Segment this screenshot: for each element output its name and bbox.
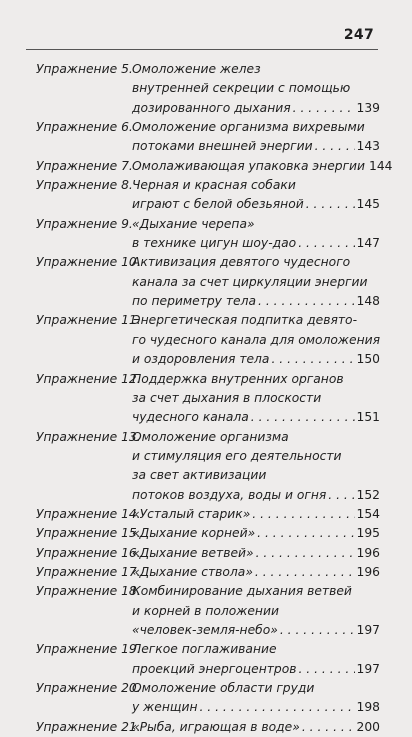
exercise-label: Упражнение 6. <box>36 120 133 135</box>
exercise-label: Упражнение 14. <box>36 506 141 521</box>
title-line <box>132 350 380 369</box>
title-line <box>132 505 380 524</box>
page-ref: 139 <box>356 100 380 115</box>
title-text: потоками внешней энергии <box>132 139 313 154</box>
page-ref: 147 <box>356 236 380 251</box>
page-ref: 154 <box>356 506 380 521</box>
exercise-label: Упражнение 19. <box>36 642 141 657</box>
page-ref: 151 <box>356 410 380 425</box>
title-line <box>132 660 380 679</box>
exercise-label: Упражнение 20. <box>36 681 141 695</box>
title-text: Омоложение организма вихревыми <box>132 120 365 135</box>
title-text: Омоложение области груди <box>132 681 315 695</box>
exercise-title <box>132 253 380 311</box>
exercise-title <box>132 640 380 679</box>
exercise-title <box>132 544 380 563</box>
title-text: «Дыхание корней» <box>132 526 256 541</box>
title-text: «Усталый старик» <box>132 506 251 521</box>
title-text: «Рыба, играющая в воде» <box>132 719 300 734</box>
title-line <box>132 60 380 79</box>
toc-entry <box>36 524 380 543</box>
title-line <box>132 621 380 640</box>
title-line <box>132 253 380 272</box>
title-text: потоков воздуха, воды и огня <box>132 487 327 502</box>
dot-leader <box>252 505 354 524</box>
exercise-label: Упражнение 21. <box>36 719 141 734</box>
page-ref: 196 <box>356 564 380 579</box>
title-text: Омолаживающая упаковка энергии <box>132 158 366 173</box>
title-line <box>132 602 380 621</box>
exercise-title <box>132 718 380 737</box>
title-line <box>132 640 380 659</box>
page-ref: 144 <box>369 158 393 173</box>
title-line <box>132 428 380 447</box>
title-line <box>132 99 380 118</box>
title-line <box>132 679 380 698</box>
dot-leader <box>293 99 355 118</box>
title-line <box>132 544 380 563</box>
page-ref: 145 <box>356 197 380 212</box>
dot-leader <box>255 563 355 582</box>
dot-leader <box>306 195 355 214</box>
title-line <box>132 176 380 195</box>
page-ref: 150 <box>356 352 380 367</box>
toc-entry <box>36 563 380 582</box>
title-text: Активизация девятого чудесного <box>132 255 351 270</box>
page-ref: 152 <box>356 487 380 502</box>
exercise-title <box>132 215 380 254</box>
title-text: и оздоровления тела <box>132 352 270 367</box>
page-ref: 197 <box>356 661 380 676</box>
title-text: чудесного канала <box>132 410 249 425</box>
page-ref: 148 <box>356 294 380 309</box>
exercise-title <box>132 563 380 582</box>
exercise-label: Упражнение 7. <box>36 158 133 173</box>
dot-leader <box>257 524 354 543</box>
exercise-title <box>132 524 380 543</box>
title-text: го чудесного канала для омоложения <box>132 332 381 347</box>
exercise-title <box>132 428 380 505</box>
toc-entry <box>36 679 380 718</box>
title-text: внутренней секреции с помощью <box>132 81 351 96</box>
title-line <box>132 234 380 253</box>
title-line <box>132 331 380 350</box>
title-text: «человек-земля-небо» <box>132 622 278 637</box>
title-line <box>132 370 380 389</box>
title-text: за счет дыхания в плоскости <box>132 390 322 405</box>
title-text: «Дыхание черепа» <box>132 216 255 231</box>
dot-leader <box>328 486 354 505</box>
exercise-title <box>132 505 380 524</box>
toc-entry <box>36 505 380 524</box>
exercise-title <box>132 370 380 428</box>
title-text: Омоложение организма <box>132 429 289 444</box>
title-line <box>132 273 380 292</box>
toc-entry <box>36 428 380 505</box>
title-line <box>132 563 380 582</box>
exercise-label: Упражнение 18. <box>36 584 141 599</box>
dot-leader <box>271 350 354 369</box>
exercise-title <box>132 582 380 640</box>
exercise-title <box>132 157 393 176</box>
title-line <box>132 389 380 408</box>
title-text: в технике цигун шоу-дао <box>132 236 297 251</box>
exercise-title <box>132 176 380 215</box>
page-ref: 143 <box>356 139 380 154</box>
title-line <box>132 311 380 330</box>
title-text: дозированного дыхания <box>132 100 291 115</box>
title-text: «Дыхание ствола» <box>132 564 253 579</box>
exercise-label: Упражнение 8. <box>36 178 133 193</box>
toc-entry <box>36 370 380 428</box>
dot-leader <box>256 544 355 563</box>
title-line <box>132 215 380 234</box>
exercise-title <box>132 60 380 118</box>
dot-leader <box>302 718 355 737</box>
exercise-label: Упражнение 15. <box>36 526 141 541</box>
exercise-label: Упражнение 13. <box>36 429 141 444</box>
page-ref: 195 <box>356 526 380 541</box>
toc-entry <box>36 118 380 157</box>
header-rule <box>26 49 378 50</box>
exercise-label: Упражнение 16. <box>36 545 141 560</box>
exercise-label: Упражнение 11. <box>36 313 141 328</box>
toc-entry <box>36 544 380 563</box>
toc-entry <box>36 582 380 640</box>
toc-entry <box>36 215 380 254</box>
table-of-contents <box>36 60 393 737</box>
title-text: по периметру тела <box>132 294 256 309</box>
title-text: Легкое поглаживание <box>132 642 277 657</box>
toc-entry <box>36 176 380 215</box>
page-ref: 197 <box>356 622 380 637</box>
title-text: Поддержка внутренних органов <box>132 371 344 386</box>
toc-entry <box>36 60 380 118</box>
page-ref: 200 <box>356 719 380 734</box>
title-text: за свет активизации <box>132 468 267 483</box>
page-ref: 198 <box>356 700 380 715</box>
title-line <box>132 408 380 427</box>
title-text: «Дыхание ветвей» <box>132 545 254 560</box>
dot-leader <box>251 408 355 427</box>
title-text: Черная и красная собаки <box>132 178 296 193</box>
exercise-label: Упражнение 10. <box>36 255 141 270</box>
page-ref: 196 <box>356 545 380 560</box>
title-text: Комбинирование дыхания ветвей <box>132 584 352 599</box>
dot-leader <box>315 137 355 156</box>
dot-leader <box>298 234 354 253</box>
title-line <box>132 292 380 311</box>
title-text: и корней в положении <box>132 603 279 618</box>
toc-entry <box>36 718 380 737</box>
exercise-label: Упражнение 5. <box>36 62 133 76</box>
title-text: Омоложение желез <box>132 62 261 76</box>
toc-entry <box>36 311 380 369</box>
dot-leader <box>258 292 355 311</box>
title-line <box>132 486 380 505</box>
title-line <box>132 118 380 137</box>
title-line <box>132 582 380 601</box>
dot-leader <box>298 660 354 679</box>
toc-entry <box>36 157 393 176</box>
title-line <box>132 79 380 98</box>
page-number: 247 <box>343 27 374 43</box>
title-line <box>132 698 380 717</box>
exercise-title <box>132 679 380 718</box>
exercise-label: Упражнение 9. <box>36 216 133 231</box>
toc-entry <box>36 253 380 311</box>
exercise-title <box>132 118 380 157</box>
title-text: проекций энергоцентров <box>132 661 297 676</box>
title-line <box>132 157 393 176</box>
title-text: и стимуляция его деятельности <box>132 448 342 463</box>
title-text: Энергетическая подпитка девято- <box>132 313 358 328</box>
exercise-label: Упражнение 17. <box>36 564 141 579</box>
dot-leader <box>199 698 354 717</box>
title-line <box>132 466 380 485</box>
title-line <box>132 524 380 543</box>
title-text: играют с белой обезьяной <box>132 197 304 212</box>
title-text: у женщин <box>132 700 198 715</box>
title-line <box>132 447 380 466</box>
dot-leader <box>280 621 355 640</box>
title-line <box>132 718 380 737</box>
exercise-label: Упражнение 12. <box>36 371 141 386</box>
title-text: канала за счет циркуляции энергии <box>132 274 368 289</box>
exercise-title <box>132 311 380 369</box>
title-line <box>132 195 380 214</box>
title-line <box>132 137 380 156</box>
toc-entry <box>36 640 380 679</box>
